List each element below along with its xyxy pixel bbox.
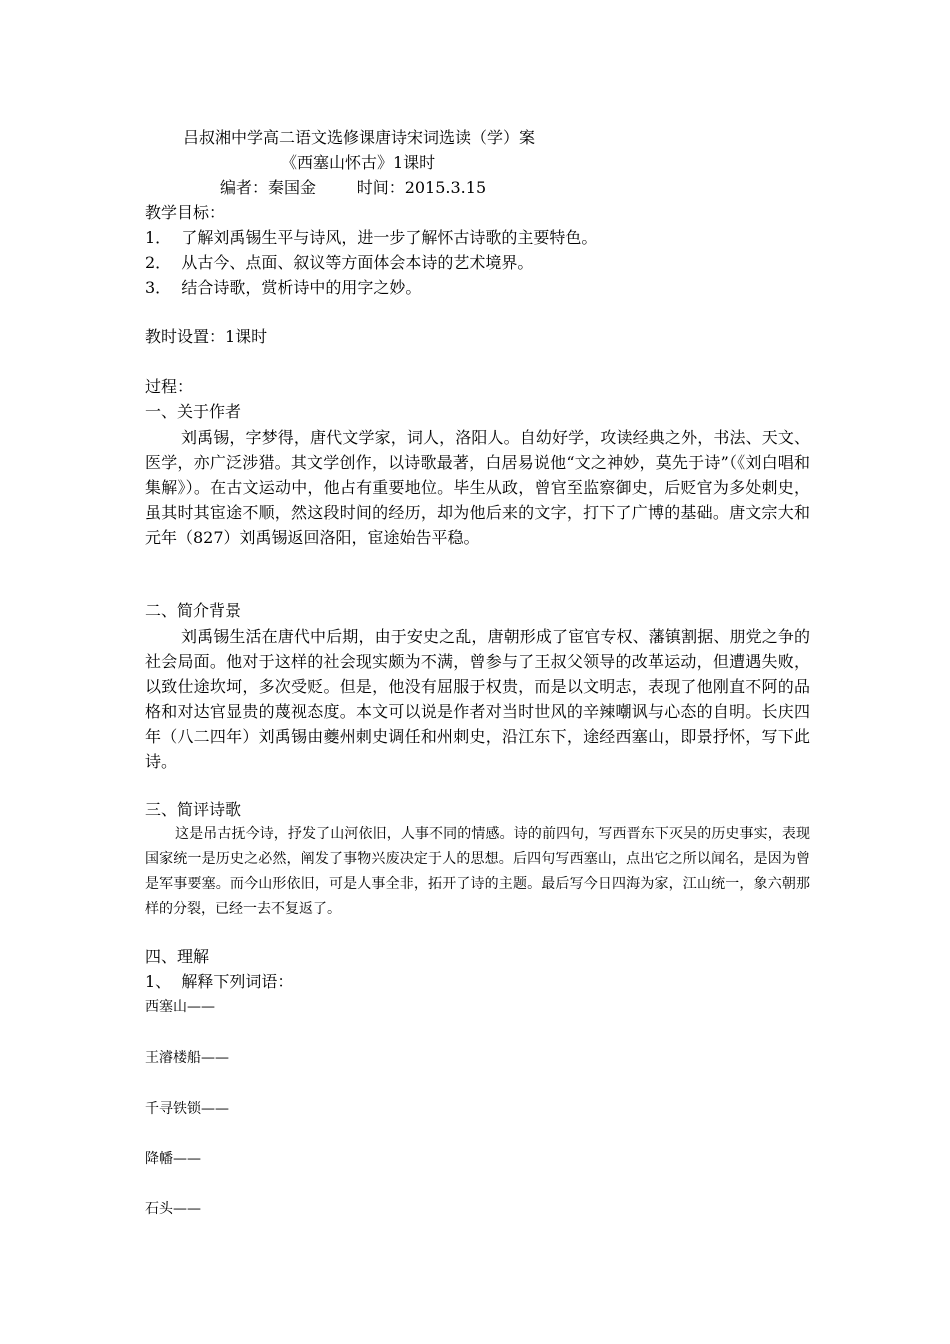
section-heading-comment: 三、简评诗歌 xyxy=(145,800,242,819)
author-date-line: 编者：秦国金 时间：2015.3.15 xyxy=(220,178,487,197)
understanding-question: 1、 解释下列词语： xyxy=(145,972,294,991)
schedule-line: 教时设置：1课时 xyxy=(145,327,268,346)
understanding-heading: 四、理解 xyxy=(145,947,210,966)
section-text-background: 刘禹锡生活在唐代中后期，由于安史之乱，唐朝形成了宦官专权、藩镇割据、朋党之争的社会局面。他对于这样的社会现实颇为不满，曾参与了王叔父领导的改革运动，但遭遇失败，以致仕途坎坷，多次受贬。但是，他没有屈服于权贵，而是以文明志，表现了他刚直不阿的品格和对达官显贵的蔑视态度。本文可以说是作者对当时世风的辛辣嘲讽与心态的自明。长庆四年（八二四年）刘禹锡由夔州刺史调任和州刺史，沿江东下，途经西塞山，即景抒怀，写下此诗。 xyxy=(145,627,810,771)
section-text-comment: 这是吊古抚今诗，抒发了山河依旧，人事不同的情感。诗的前四句，写西晋东下灭吴的历史事实，表现国家统一是历史之必然，阐发了事物兴废决定于人的思想。后四句写西塞山，点出它之所以闻名，是因为曾是军事要塞。而今山形依旧，可是人事全非，拓开了诗的主题。最后写今日四海为家，江山统一，象六朝那样的分裂，已经一去不复返了。 xyxy=(145,826,810,917)
objective-item: 2． 从古今、点面、叙议等方面体会本诗的艺术境界。 xyxy=(145,253,534,272)
process-heading: 过程： xyxy=(145,377,194,396)
document-title: 吕叔湘中学高二语文选修课唐诗宋词选读（学）案 xyxy=(183,128,536,147)
term-item: 降幡—— xyxy=(145,1151,201,1167)
term-item: 千寻铁锁—— xyxy=(145,1101,229,1117)
objective-item: 1． 了解刘禹锡生平与诗风，进一步了解怀古诗歌的主要特色。 xyxy=(145,228,598,247)
section-heading-author: 一、关于作者 xyxy=(145,402,242,421)
section-heading-background: 二、简介背景 xyxy=(145,601,242,620)
section-text-author: 刘禹锡，字梦得，唐代文学家，词人，洛阳人。自幼好学，攻读经典之外，书法、天文、医学，亦广泛涉猎。其文学创作，以诗歌最著，白居易说他“文之神妙，莫先于诗”（《刘白唱和集解》）。在古文运动中，他占有重要地位。毕生从政，曾官至监察御史，后贬官为多处刺史，虽其时其宦途不顺，然这段时间的经历，却为他后来的文字，打下了广博的基础。唐文宗大和元年（827）刘禹锡返回洛阳，宦途始告平稳。 xyxy=(145,428,810,547)
term-item: 王濬楼船—— xyxy=(145,1050,229,1066)
lesson-title: 《西塞山怀古》1课时 xyxy=(281,153,436,172)
term-item: 西塞山—— xyxy=(145,999,215,1015)
objective-item: 3． 结合诗歌，赏析诗中的用字之妙。 xyxy=(145,278,422,297)
objectives-heading: 教学目标： xyxy=(145,203,226,222)
term-item: 石头—— xyxy=(145,1201,201,1217)
